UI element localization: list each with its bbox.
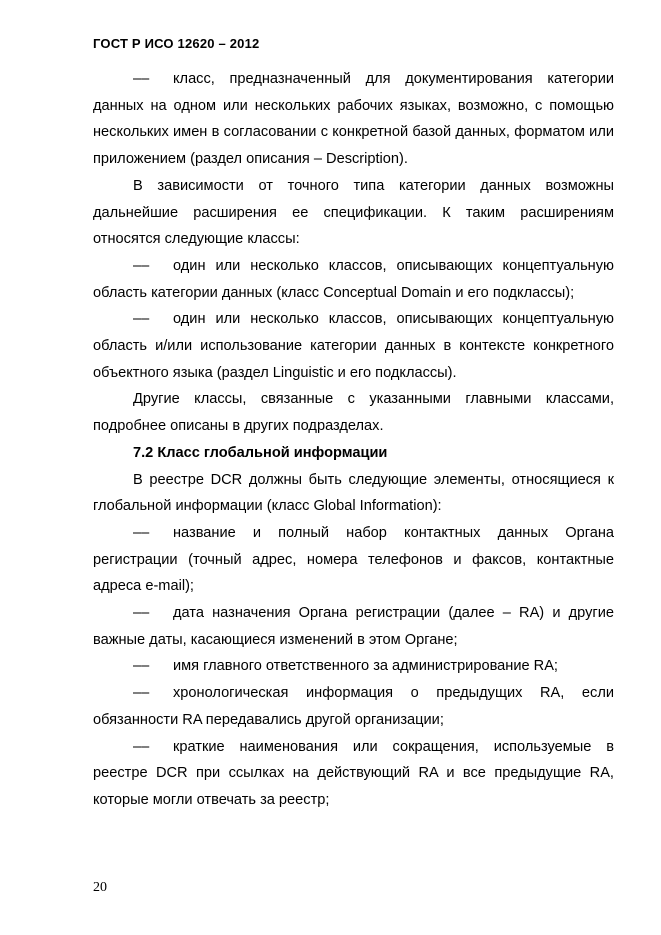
- list-item-text: класс, предназначенный для документирования категории данных на одном или нескольких рабочих языках, возможно, с помощью нескольких имен в согласовании с конкретной базой данных, форматом или приложением (раздел описания – Description).: [93, 71, 614, 168]
- list-item-text: один или несколько классов, описывающих концептуальную область категории данных (класс Conceptual Domain и его подклассы);: [93, 257, 614, 301]
- list-item-text: хронологическая информация о предыдущих RA, если обязанности RA передавались другой организации;: [93, 685, 614, 728]
- list-item-text: дата назначения Органа регистрации (далее – RA) и другие важные даты, касающиеся изменений в этом Органе;: [93, 605, 614, 648]
- list-item-text: имя главного ответственного за администрирование RA;: [173, 658, 558, 675]
- paragraph: В зависимости от точного типа категории данных возможны дальнейшие расширения ее спецификации. К таким расширениям относятся следующие классы:: [93, 177, 614, 248]
- bullet-dash: ––: [133, 605, 150, 622]
- bullet-dash: ––: [133, 658, 150, 675]
- bullet-dash: ––: [133, 685, 150, 702]
- bullet-dash: ––: [133, 311, 150, 328]
- list-item-text: название и полный набор контактных данных Органа регистрации (точный адрес, номера телефонов и факсов, контактные адреса e-mail);: [93, 524, 614, 595]
- list-item: [93, 306, 614, 386]
- list-item-text: один или несколько классов, описывающих концептуальную область и/или использование категории данных в контексте конкретного объектного языка (раздел Linguistic и его подклассы).: [93, 311, 614, 381]
- paragraph: В реестре DCR должны быть следующие элементы, относящиеся к глобальной информации (класс Global Information):: [93, 471, 614, 515]
- list-item: [93, 680, 614, 733]
- list-item: [93, 66, 614, 173]
- document-body: [93, 66, 614, 814]
- list-item-text: краткие наименования или сокращения, используемые в реестре DCR при ссылках на действующий RA и все предыдущие RA, которые могли отвечать за реестр;: [93, 738, 614, 808]
- paragraph: Другие классы, связанные с указанными главными классами, подробнее описаны в других подразделах.: [93, 391, 614, 435]
- section-heading: 7.2 Класс глобальной информации: [133, 444, 388, 461]
- list-item: [93, 600, 614, 653]
- list-item: [93, 653, 614, 680]
- list-item: [93, 734, 614, 814]
- page-number: 20: [93, 880, 107, 895]
- bullet-dash: ––: [133, 257, 150, 274]
- document-header: ГОСТ Р ИСО 12620 – 2012: [93, 36, 260, 51]
- bullet-dash: ––: [133, 524, 150, 541]
- list-item: [93, 520, 614, 600]
- bullet-dash: ––: [133, 71, 150, 87]
- list-item: [93, 253, 614, 306]
- bullet-dash: ––: [133, 738, 150, 755]
